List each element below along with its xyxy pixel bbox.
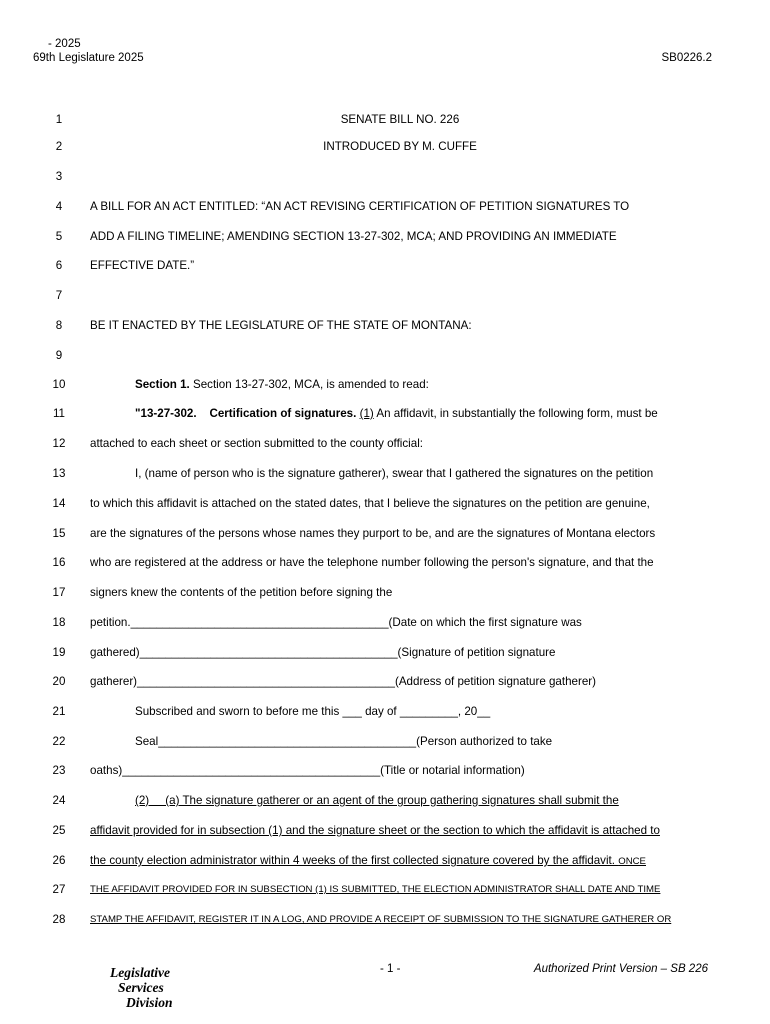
- logo-line: Services: [118, 980, 164, 995]
- line-22: [0, 732, 770, 752]
- line-number: 10: [52, 378, 66, 391]
- line-text: who are registered at the address or have the telephone number following the person's signature, and that the: [90, 556, 654, 569]
- line-text: EFFECTIVE DATE.”: [90, 259, 195, 272]
- line-text: I, (name of person who is the signature gatherer), swear that I gathered the signatures on the petition: [135, 467, 654, 480]
- line-text: A BILL FOR AN ACT ENTITLED: “AN ACT REVISING CERTIFICATION OF PETITION SIGNATURES TO: [90, 200, 630, 213]
- line-number: 19: [52, 646, 66, 659]
- line-text: gathered)________________________________________(Signature of petition signature: [90, 646, 556, 659]
- line-number: 18: [52, 616, 66, 629]
- bill-sponsor: INTRODUCED BY M. CUFFE: [323, 140, 477, 153]
- line-6: [0, 256, 770, 276]
- inserted-text: [90, 851, 646, 872]
- line-number: 4: [55, 200, 63, 213]
- line-number: 21: [52, 705, 66, 718]
- header-legislature: 69th Legislature 2025: [33, 52, 144, 64]
- line-15: [0, 524, 770, 544]
- line-text: are the signatures of the persons whose names they purport to be, and are the signatures of Montana electors: [90, 527, 656, 540]
- line-number: 26: [52, 854, 66, 867]
- line-26: [0, 851, 770, 871]
- authorized-version: Authorized Print Version – SB 226: [533, 963, 708, 975]
- line-number: 15: [52, 527, 66, 540]
- amendment-text: ONCE: [618, 856, 646, 867]
- statute-heading: "13-27-302. Certification of signatures.: [135, 407, 357, 420]
- line-8: [0, 316, 770, 336]
- inserted-text: (1): [359, 407, 374, 420]
- line-text: Seal________________________________________(Person authorized to take: [135, 735, 553, 748]
- legislative-services-logo: [100, 963, 190, 1018]
- line-16: [0, 553, 770, 573]
- line-number: 2: [55, 140, 63, 153]
- logo-line: Division: [126, 995, 173, 1010]
- line-text: [135, 404, 658, 424]
- line-number: 20: [52, 675, 66, 688]
- line-text: ADD A FILING TIMELINE; AMENDING SECTION 13-27-302, MCA; AND PROVIDING AN IMMEDIATE: [90, 230, 617, 243]
- line-text: signers knew the contents of the petition before signing the: [90, 586, 393, 599]
- line-19: [0, 643, 770, 663]
- enacting-clause: BE IT ENACTED BY THE LEGISLATURE OF THE STATE OF MONTANA:: [90, 319, 472, 332]
- line-9: [0, 346, 770, 366]
- line-number: 28: [52, 913, 66, 926]
- line-3: [0, 167, 770, 187]
- page-number: - 1 -: [380, 963, 401, 975]
- line-text: to which this affidavit is attached on the stated dates, that I believe the signatures on the petition are genuine,: [90, 497, 650, 510]
- line-10: [0, 375, 770, 395]
- header-bill-id: SB0226.2: [661, 52, 712, 64]
- line-20: [0, 672, 770, 692]
- line-text: Subscribed and sworn to before me this ___ day of _________, 20__: [135, 705, 491, 718]
- line-14: [0, 494, 770, 514]
- line-1: [0, 110, 770, 130]
- amendment-text: STAMP THE AFFIDAVIT, REGISTER IT IN A LOG, AND PROVIDE A RECEIPT OF SUBMISSION TO THE SIGNATURE GATHERER OR: [90, 914, 672, 925]
- line-28: [0, 910, 770, 930]
- line-number: 12: [52, 437, 66, 450]
- line-7: [0, 286, 770, 306]
- line-number: 23: [52, 764, 66, 777]
- line-4: [0, 197, 770, 217]
- line-number: 6: [55, 259, 63, 272]
- line-number: 16: [52, 556, 66, 569]
- line-25: [0, 821, 770, 841]
- line-number: 1: [55, 113, 63, 126]
- inserted-text: affidavit provided for in subsection (1) and the signature sheet or the section to which the affidavit is attached to: [90, 824, 660, 837]
- line-number: 9: [55, 349, 63, 362]
- bill-title: SENATE BILL NO. 226: [340, 113, 460, 126]
- inserted-text: (2) (a) The signature gatherer or an agent of the group gathering signatures shall submit the: [135, 794, 619, 807]
- line-text: oaths)________________________________________(Title or notarial information): [90, 764, 525, 777]
- line-text: gatherer)________________________________________(Address of petition signature gatherer): [90, 675, 597, 688]
- line-number: 22: [52, 735, 66, 748]
- line-21: [0, 702, 770, 722]
- line-number: 27: [52, 883, 66, 896]
- inserted-text-part: the county election administrator within 4 weeks of the first collected signature covered by the affidavit.: [90, 854, 619, 867]
- line-text: [135, 375, 429, 395]
- line-23: [0, 761, 770, 781]
- line-number: 24: [52, 794, 66, 807]
- line-number: 14: [52, 497, 66, 510]
- line-number: 3: [55, 170, 63, 183]
- line-18: [0, 613, 770, 633]
- line-13: [0, 464, 770, 484]
- line-number: 25: [52, 824, 66, 837]
- statute-text: An affidavit, in substantially the following form, must be: [373, 407, 658, 420]
- section-heading: Section 1.: [135, 378, 190, 391]
- amendment-text: THE AFFIDAVIT PROVIDED FOR IN SUBSECTION (1) IS SUBMITTED, THE ELECTION ADMINISTRATOR SHALL DATE AND TIME: [90, 884, 661, 895]
- line-number: 13: [52, 467, 66, 480]
- line-11: [0, 404, 770, 424]
- line-number: 8: [55, 319, 63, 332]
- line-12: [0, 434, 770, 454]
- line-number: 5: [55, 230, 63, 243]
- header-top: - 2025: [48, 38, 81, 50]
- section-text: Section 13-27-302, MCA, is amended to read:: [189, 378, 429, 391]
- line-17: [0, 583, 770, 603]
- line-number: 17: [52, 586, 66, 599]
- line-2: [0, 137, 770, 157]
- line-27: [0, 880, 770, 900]
- line-text: petition.________________________________________(Date on which the first signature was: [90, 616, 582, 629]
- line-number: 11: [52, 407, 66, 420]
- line-5: [0, 227, 770, 247]
- line-number: 7: [55, 289, 63, 302]
- line-text: attached to each sheet or section submitted to the county official:: [90, 437, 423, 450]
- logo-line: Legislative: [110, 965, 170, 980]
- line-24: [0, 791, 770, 811]
